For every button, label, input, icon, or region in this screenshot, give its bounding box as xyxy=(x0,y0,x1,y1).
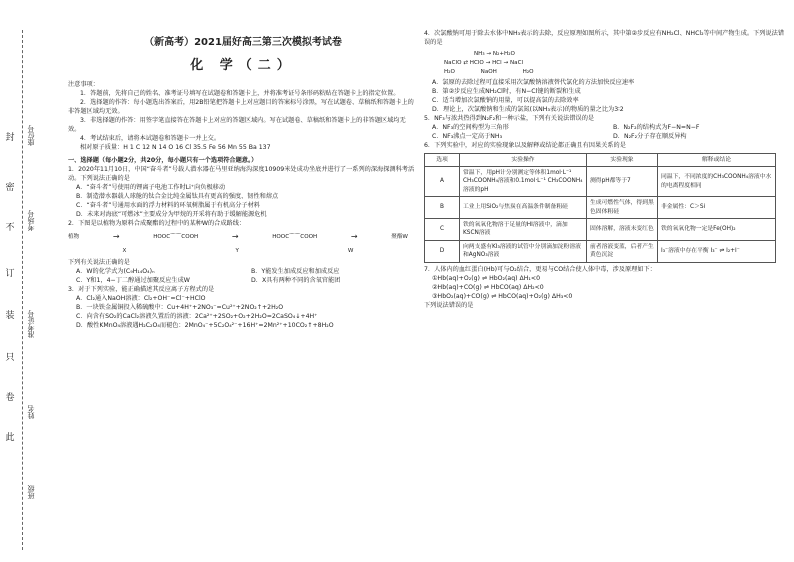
table-cell: 常温下，用pH计分别测定等体积1mol·L⁻¹ CH₃COONH₄溶液和0.1mol·L⁻¹ CH₃COONH₄溶液的pH xyxy=(460,167,587,197)
q4-option-b[interactable]: B．第②步反应生成NH₂Cl时，有N−Cl键的断裂和生成 xyxy=(432,87,581,95)
question-3-stem: 3．对于下列实验，能正确描述其反应离子方程式的是 xyxy=(68,285,215,293)
chlorination-cycle-diagram xyxy=(444,50,594,77)
cycle-hcl: HCl xyxy=(492,59,502,66)
table-header: 选项 xyxy=(425,153,460,166)
table-row xyxy=(425,197,776,219)
q5-option-c[interactable]: C．NF₃沸点一定高于NH₃ xyxy=(432,132,503,140)
binding-char: 装 xyxy=(5,311,15,321)
q5-option-d[interactable]: D．N₂F₂分子存在顺反异构 xyxy=(613,132,687,140)
q7-equation: ②Hb(aq)+CO(g) ⇌ HbCO(aq) ΔH₂<0 xyxy=(432,283,544,291)
class-field[interactable]: 班级 xyxy=(27,485,35,499)
table-row xyxy=(425,219,776,241)
scheme-product-w: 聚酯W xyxy=(391,233,408,240)
q1-option-a[interactable]: A．“奋斗者”号使用的锂离子电池工作时Li⁺向负极移动 xyxy=(76,184,226,192)
cycle-naoh: NaOH xyxy=(480,68,497,75)
q7-equation: ③HbO₂(aq)+CO(g) ⇌ HbCO(aq)+O₂(g) ΔH₃<0 xyxy=(432,292,573,300)
table-cell: 固体溶解，溶液未变红色 xyxy=(587,219,658,241)
question-7-stem: 7．人体内的血红蛋白(Hb)可与O₂结合，更易与CO结合使人体中毒，涉及原理如下： xyxy=(424,265,656,273)
table-cell: D xyxy=(425,240,460,262)
table-header: 实验操作 xyxy=(460,153,587,166)
q1-option-c[interactable]: C．“奋斗者”号通用水面的浮力材料的环氧树脂属于有机高分子材料 xyxy=(76,202,260,210)
notice-item: 2．选择题的作答：每小题选出答案后，用2B铅笔把答题卡上对应题目的答案标号涂黑，写在试题卷、草稿纸和答题卡上的非答题区域均无效。 xyxy=(68,99,414,116)
cycle-arrow-icon: → xyxy=(485,59,493,66)
question-4-stem: 4．次氯酸钠可用于除去水体中NH₃表示的去除，反应原理如图所示，其中第②步反应有NH₂Cl、NHCl₂等中间产物生成。下列说法错误的是 xyxy=(424,30,785,46)
notice-item: 1．答题前，先将自己的姓名、准考证号填写在试题卷和答题卡上，并将准考证号条形码粘贴在答题卡上的指定位置。 xyxy=(80,90,400,98)
table-header: 实验现象 xyxy=(587,153,658,166)
q4-option-d[interactable]: D．理论上，次氯酸钠和生成的氯氮(以NH₃表示)的物质的量之比为3∶2 xyxy=(432,105,624,113)
table-cell: 生成可燃性气体，得到黑色固体粗硅 xyxy=(587,197,658,219)
q5-option-a[interactable]: A．NF₃的空间构型为三角形 xyxy=(432,123,509,131)
section-heading: 一、选择题（每小题2分，共20分，每小题只有一个选项符合题意。） xyxy=(68,157,258,165)
cycle-h2o: H₂O xyxy=(444,68,455,75)
table-cell: 同温下，不同浓度的CH₃COONH₄溶液中水的电离程度相同 xyxy=(658,167,776,197)
cycle-hclo: HClO xyxy=(469,59,484,66)
scheme-labels xyxy=(68,247,408,255)
question-6-stem: 6．下列实验中，对应的实验现象以及解释或结论都正确且有因果关系的是 xyxy=(424,141,626,149)
question-5-stem: 5．NF₃与浓共热得到N₂F₂和一种示盐，下列有关说法错误的是 xyxy=(424,114,595,122)
q5-option-b[interactable]: B．N₂F₂的结构式为F−N=N−F xyxy=(613,123,700,131)
experiment-table xyxy=(424,153,776,263)
q3-option-b[interactable]: B．一块铁金属铜投入稀硫酸中：Cu+4H⁺+2NO₃⁻=Cu²⁺+2NO₂↑+2H₂O xyxy=(76,303,284,311)
binding-dashed-line xyxy=(22,30,23,550)
binding-strip xyxy=(0,30,40,550)
label-x: X xyxy=(122,247,127,254)
question-2-ask: 下列有关说法正确的是 xyxy=(68,258,130,266)
binding-char: 此 xyxy=(5,433,15,443)
q2-option-b[interactable]: B．Y能发生加成反应和加成反应 xyxy=(251,267,340,275)
subject-title: 化 学（二） xyxy=(190,57,296,73)
table-header-row xyxy=(425,153,776,166)
right-column xyxy=(424,30,786,310)
binding-char: 不 xyxy=(5,223,15,233)
table-cell: A xyxy=(425,167,460,197)
binding-char: 封 xyxy=(5,133,15,143)
reaction-arrow-icon: → xyxy=(112,232,120,242)
q2-option-a[interactable]: A．W的化学式为(C₉H₁₄O₄)ₙ xyxy=(76,267,155,275)
seat-number-field[interactable]: 座位号 xyxy=(27,125,35,146)
cycle-arrow-icon: → xyxy=(486,50,493,57)
name-field[interactable]: 姓名 xyxy=(27,405,35,419)
table-cell: 向两支盛有KI₃溶液的试管中分别滴加淀粉溶液和AgNO₃溶液 xyxy=(460,240,587,262)
q3-option-a[interactable]: A．Cl₂通入NaOH溶液：Cl₂+OH⁻=Cl⁻+HClO xyxy=(76,294,206,302)
q2-options-row xyxy=(68,277,418,286)
exam-room-field[interactable]: 考场号 xyxy=(27,210,35,231)
notice-item: 3．非选择题的作答：用签字笔直接答在答题卡上对应的答题区域内。写在试题卷、草稿纸和答题卡上的非答题区域均无效。 xyxy=(68,117,406,134)
q4-option-c[interactable]: C．适当增加次氯酸钠的用量，可以提高氯的去除效率 xyxy=(432,96,579,104)
question-7-ask: 下列说法错误的是 xyxy=(424,301,474,309)
cycle-naclo: NaClO xyxy=(444,59,462,66)
q7-equation: ①Hb(aq)+O₂(g) ⇌ HbO₂(aq) ΔH₁<0 xyxy=(432,274,541,282)
scheme-compound-y: HOOC⌒⌒COOH xyxy=(272,233,318,240)
table-cell: 铁的氧氧化物溶于足量的HI溶液中，滴加KSCN溶液 xyxy=(460,219,587,241)
binding-char: 订 xyxy=(5,269,15,279)
table-cell: 前者溶液变蓝，后者产生黄色沉淀 xyxy=(587,240,658,262)
atomic-mass-line: 相对原子质量：H 1 C 12 N 14 O 16 Cl 35.5 Fe 56 Mn 55 Ba 137 xyxy=(80,144,271,152)
label-y: Y xyxy=(235,247,239,254)
q1-option-b[interactable]: B．制造潜水器载人球舱的钛合金比纯金属钛具有更高的强度、韧性和熔点 xyxy=(76,193,279,201)
question-2-stem: 2．下图是以植物为原料合成聚酯的过程中的某种W的合成路线： xyxy=(68,220,246,228)
table-row xyxy=(425,167,776,197)
table-cell: 工业上用SiO₂与焦炭在高温条件制备粗硅 xyxy=(460,197,587,219)
notice-item: 4．考试结束后，请将本试题卷和答题卡一并上交。 xyxy=(80,135,221,143)
cycle-nacl: NaCl xyxy=(509,59,524,66)
table-header: 解释或结论 xyxy=(658,153,776,166)
table-cell: 铁的氧氧化物一定是Fe(OH)₂ xyxy=(658,219,776,241)
ticket-number-field[interactable]: 准考证号 xyxy=(27,310,35,338)
left-column xyxy=(68,0,418,331)
exam-title: （新高考）2021届好高三第三次模拟考试卷 xyxy=(144,37,342,48)
q4-option-a[interactable]: A．氯原的去除过程可直接采用次氯酸钠溶液替代氯化的方法加快反应速率 xyxy=(432,78,635,86)
question-1-stem: 1．2020年11月10日，中国“奋斗者”号载人潜水器在马里亚纳海沟深度10909米处成功坐底并进行了一系列的深海探测科考活动。下列说法正确的是 xyxy=(68,166,415,183)
q3-option-c[interactable]: C．向含有SO₂的CaCl₂溶液久置后的溶液：2Ca²⁺+2SO₂+O₂+2H₂O=2CaSO₄↓+4H⁺ xyxy=(76,312,318,320)
reaction-arrow-icon: → xyxy=(350,232,358,242)
cycle-arrow-icon: ⇄ xyxy=(463,59,470,66)
scheme-compound-x: HOOC⌒⌒COOH xyxy=(153,233,199,240)
cycle-n2-h2o: N₂+H₂O xyxy=(492,50,515,57)
notice-heading: 注意事项： xyxy=(68,81,99,89)
table-cell: C xyxy=(425,219,460,241)
cycle-arrow-icon: → xyxy=(503,59,510,66)
binding-char: 卷 xyxy=(5,393,15,403)
table-cell: I₃⁻溶液中存在平衡 I₃⁻ ⇌ I₂+I⁻ xyxy=(658,240,776,262)
scheme-start: 植物 xyxy=(68,233,80,240)
table-cell: B xyxy=(425,197,460,219)
q2-options-row xyxy=(68,268,418,277)
cycle-h2o-2: H₂O xyxy=(522,68,534,75)
q3-option-d[interactable]: D．酸性KMnO₄溶液遇H₂C₂O₄而褪色：2MnO₄⁻+5C₂O₄²⁻+16H⁺=2Mn²⁺+10CO₂↑+8H₂O xyxy=(76,321,334,329)
cycle-nh3: NH₃ xyxy=(474,50,485,57)
q2-option-c[interactable]: C．Y和1，4−丁二醇通过加聚反应生成W xyxy=(76,276,190,284)
table-cell: 测得pH都等于7 xyxy=(587,167,658,197)
reaction-arrow-icon: → xyxy=(231,232,239,242)
q2-option-d[interactable]: D．X具有两种不同的含氧官能团 xyxy=(251,276,341,284)
binding-char: 密 xyxy=(5,183,15,193)
synthesis-scheme xyxy=(68,231,408,243)
table-cell: 非金属性：C＞Si xyxy=(658,197,776,219)
table-row xyxy=(425,240,776,262)
q5-options-row xyxy=(424,124,786,133)
binding-char: 只 xyxy=(5,353,15,363)
q5-options-row xyxy=(424,133,786,142)
label-w: W xyxy=(347,247,354,254)
q1-option-d[interactable]: D．未来对海底“可燃冰”主要成分为甲烷的开采将有助于缓解能源危机 xyxy=(76,211,267,219)
